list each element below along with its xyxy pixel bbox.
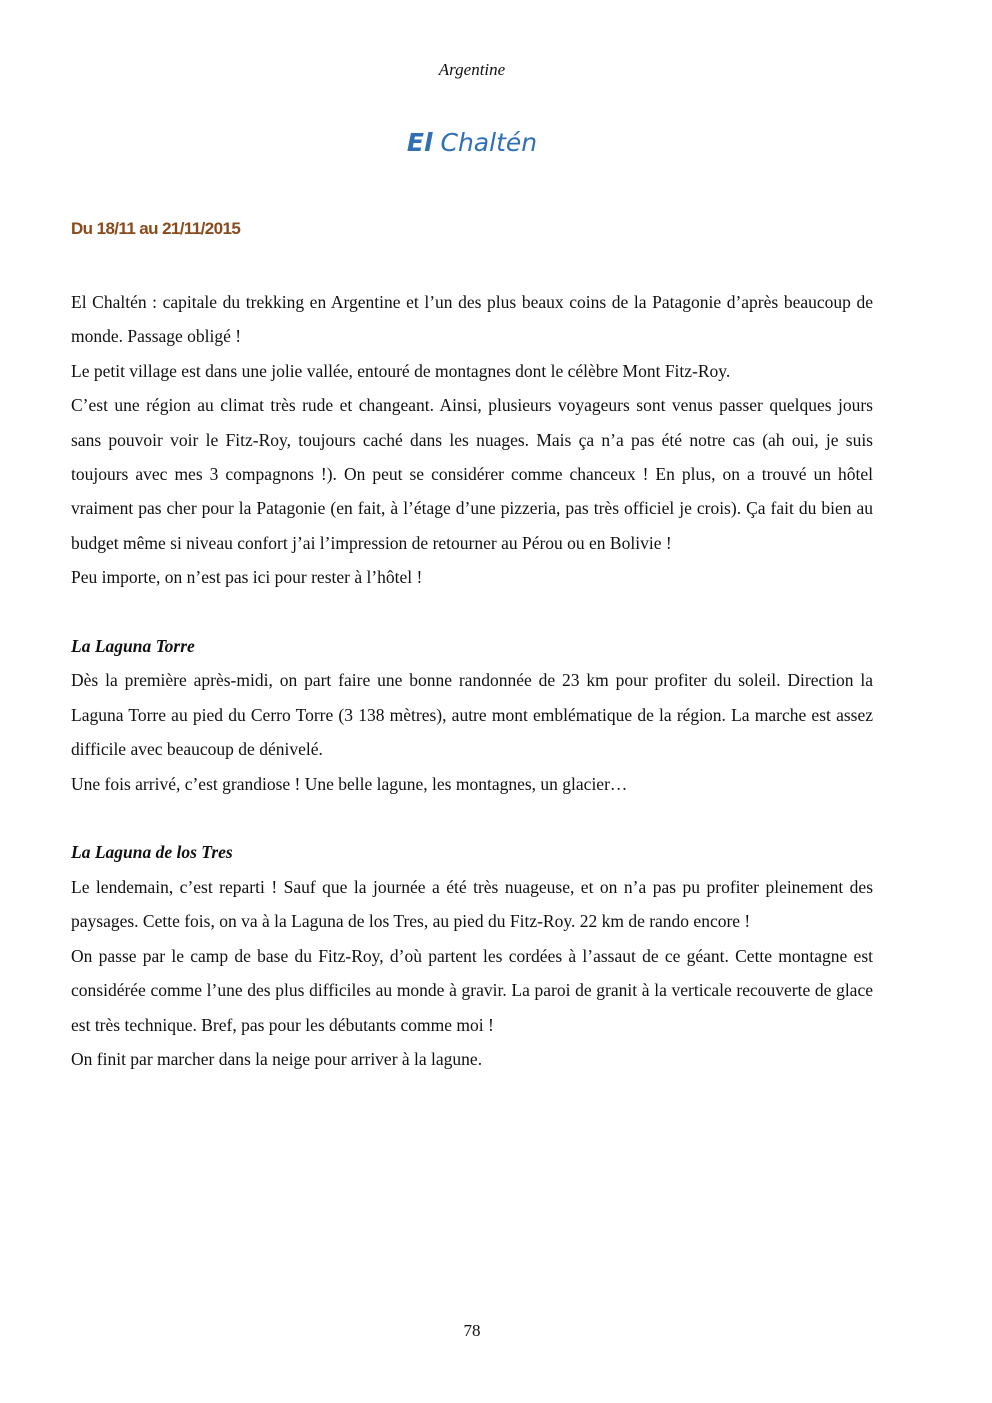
section-heading-laguna-de-los-tres: La Laguna de los Tres [71, 842, 233, 863]
page-title-rest: Chaltén [440, 128, 538, 157]
intro-paragraph-4: Peu importe, on n’est pas ici pour rester à l’hôtel ! [71, 567, 423, 588]
spacer [71, 801, 873, 835]
spacer [71, 595, 873, 629]
section2-paragraph-3: On finit par marcher dans la neige pour arriver à la lagune. [71, 1048, 483, 1069]
running-header: Argentine [438, 60, 506, 79]
section2-paragraph-2: On passe par le camp de base du Fitz-Roy, d’où partent les cordées à l’assaut de ce géant. Cette montagne est considérée comme l’une des plus difficiles au monde à gravir. La paroi de granit à la verticale recouverte de glace est très technique. Bref, pas pour les débutants comme moi ! [71, 945, 873, 1035]
section1-paragraph-2: Une fois arrivé, c’est grandiose ! Une belle lagune, les montagnes, un glacier… [71, 773, 628, 794]
page-number: 78 [463, 1321, 481, 1340]
section1-paragraph-1: Dès la première après-midi, on part faire une bonne randonnée de 23 km pour profiter du soleil. Direction la Laguna Torre au pied du Cerro Torre (3 138 mètres), autre mont emblématique de la région. La marche est assez difficile avec beaucoup de dénivelé. [71, 670, 873, 760]
date-range-heading: Du 18/11 au 21/11/2015 [71, 219, 241, 238]
page-title-first-word: El [406, 128, 433, 157]
intro-paragraph-3: C’est une région au climat très rude et changeant. Ainsi, plusieurs voyageurs sont venus passer quelques jours sans pouvoir voir le Fitz-Roy, toujours caché dans les nuages. Mais ça n’a pas été notre cas (ah oui, je suis toujours avec mes 3 compagnons !). On peut se considérer comme chanceux ! En plus, on a trouvé un hôtel vraiment pas cher pour la Patagonie (en fait, à l’étage d’une pizzeria, pas très officiel je crois). Ça fait du bien au budget même si niveau confort j’ai l’impression de retourner au Pérou ou en Bolivie ! [71, 395, 873, 553]
intro-paragraph-1: El Chaltén : capitale du trekking en Argentine et l’un des plus beaux coins de la Patagonie d’après beaucoup de monde. Passage obligé ! [71, 292, 873, 347]
intro-paragraph-2: Le petit village est dans une jolie vallée, entouré de montagnes dont le célèbre Mont Fitz-Roy. [71, 360, 731, 381]
page-title [0, 128, 944, 157]
section2-paragraph-1: Le lendemain, c’est reparti ! Sauf que la journée a été très nuageuse, et on n’a pas pu profiter pleinement des paysages. Cette fois, on va à la Laguna de los Tres, au pied du Fitz-Roy. 22 km de rando encore ! [71, 876, 873, 932]
article-body [71, 285, 873, 1076]
section-heading-laguna-torre: La Laguna Torre [71, 636, 195, 657]
